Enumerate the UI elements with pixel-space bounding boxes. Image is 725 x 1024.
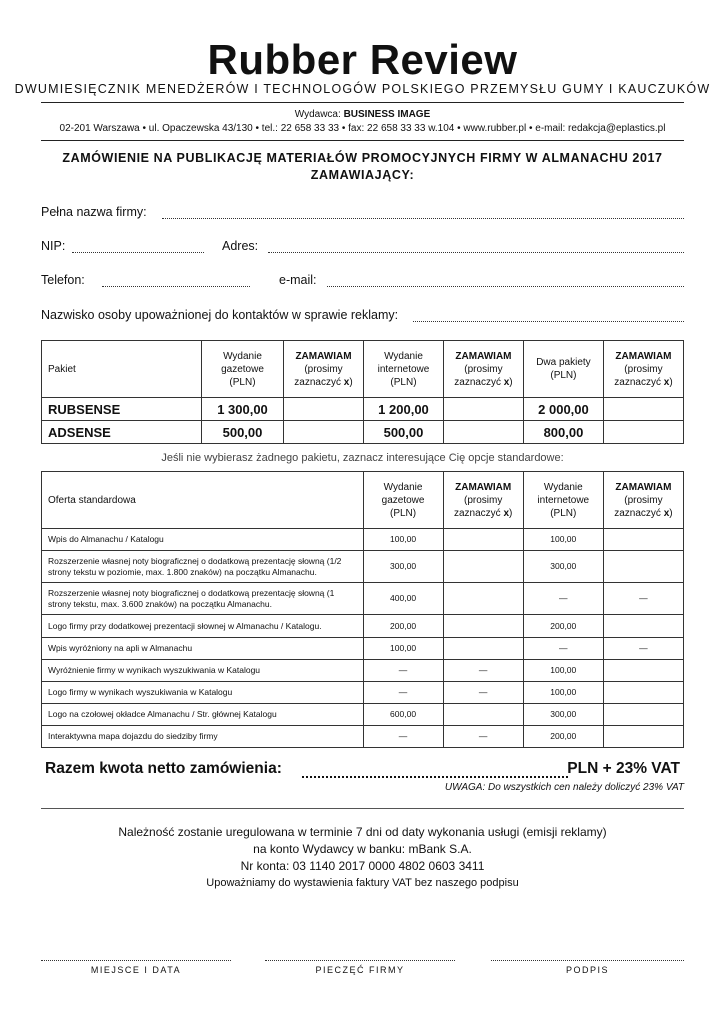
table-row bbox=[42, 398, 684, 421]
order-note: (prosimy zaznaczyć x) bbox=[454, 363, 513, 388]
header-package: Pakiet bbox=[42, 341, 202, 398]
header-order bbox=[603, 472, 683, 529]
offer-print-price: — bbox=[363, 660, 443, 682]
place-date-field[interactable] bbox=[41, 960, 231, 961]
offer-print-price: 200,00 bbox=[363, 615, 443, 638]
order-checkbox[interactable]: — bbox=[443, 682, 523, 704]
payment-line-1: Należność zostanie uregulowana w terminie 7 dni od daty wykonania usługi (emisji reklamy) bbox=[118, 825, 607, 839]
signature-label: PODPIS bbox=[565, 965, 609, 975]
table-row bbox=[42, 704, 684, 726]
offer-online-price: — bbox=[523, 583, 603, 615]
email-field[interactable] bbox=[327, 286, 684, 287]
total-label: Razem kwota netto zamówienia: bbox=[45, 760, 282, 777]
order-checkbox[interactable] bbox=[443, 704, 523, 726]
header-order bbox=[284, 341, 364, 398]
standard-table bbox=[41, 471, 684, 748]
page-subtitle: DWUMIESIĘCZNIK MENEDŻERÓW I TECHNOLOGÓW POLSKIEGO PRZEMYSŁU GUMY I KAUCZUKÓW bbox=[14, 82, 711, 96]
place-date-label: MIEJSCE I DATA bbox=[90, 965, 182, 975]
offer-print-price: — bbox=[363, 726, 443, 748]
packages-table bbox=[41, 340, 684, 444]
total-field[interactable] bbox=[302, 776, 568, 778]
order-checkbox[interactable] bbox=[603, 421, 683, 444]
order-bold: ZAMAWIAM bbox=[455, 481, 512, 493]
table-header bbox=[42, 341, 684, 398]
package-both-price: 2 000,00 bbox=[523, 398, 603, 421]
publisher bbox=[0, 109, 725, 120]
total-suffix: PLN + 23% VAT bbox=[567, 760, 680, 777]
publisher-label: Wydawca: bbox=[294, 109, 341, 120]
table-row bbox=[42, 583, 684, 615]
offer-print-price: 600,00 bbox=[363, 704, 443, 726]
contact-label: Nazwisko osoby upoważnionej do kontaktów w sprawie reklamy: bbox=[41, 308, 399, 322]
package-print-price: 1 300,00 bbox=[201, 398, 283, 421]
order-subtitle: ZAMAWIAJĄCY: bbox=[310, 168, 415, 182]
order-checkbox[interactable] bbox=[443, 583, 523, 615]
table-header bbox=[42, 472, 684, 529]
nip-label: NIP: bbox=[41, 239, 66, 253]
offer-online-price: 300,00 bbox=[523, 551, 603, 583]
address-label: Adres: bbox=[222, 239, 259, 253]
table-row bbox=[42, 421, 684, 444]
table-row bbox=[42, 551, 684, 583]
table-row bbox=[42, 529, 684, 551]
phone-field[interactable] bbox=[102, 286, 250, 287]
offer-online-price: 100,00 bbox=[523, 529, 603, 551]
payment-line-4: Upoważniamy do wystawienia faktury VAT bez naszego podpisu bbox=[206, 877, 519, 889]
header-both: Dwa pakiety (PLN) bbox=[523, 341, 603, 398]
order-note: (prosimy zaznaczyć x) bbox=[294, 363, 353, 388]
order-checkbox[interactable] bbox=[284, 421, 364, 444]
order-checkbox[interactable] bbox=[603, 726, 683, 748]
offer-name: Wpis do Almanachu / Katalogu bbox=[42, 529, 364, 551]
order-title: ZAMÓWIENIE NA PUBLIKACJĘ MATERIAŁÓW PROMOCYJNYCH FIRMY W ALMANACHU 2017 bbox=[62, 151, 663, 165]
order-checkbox[interactable] bbox=[443, 615, 523, 638]
divider bbox=[41, 140, 684, 141]
offer-online-price: 300,00 bbox=[523, 704, 603, 726]
nip-field[interactable] bbox=[72, 252, 204, 253]
package-online-price: 1 200,00 bbox=[363, 398, 443, 421]
page-title: Rubber Review bbox=[207, 36, 518, 83]
offer-print-price: 100,00 bbox=[363, 529, 443, 551]
offer-name: Logo na czołowej okładce Almanachu / Str. głównej Katalogu bbox=[42, 704, 364, 726]
order-note: (prosimy zaznaczyć x) bbox=[614, 363, 673, 388]
order-checkbox[interactable] bbox=[443, 551, 523, 583]
order-checkbox[interactable] bbox=[603, 615, 683, 638]
table-row bbox=[42, 726, 684, 748]
order-note: (prosimy zaznaczyć x) bbox=[614, 494, 673, 519]
address-field[interactable] bbox=[268, 252, 684, 253]
order-checkbox[interactable]: — bbox=[443, 660, 523, 682]
package-name: RUBSENSE bbox=[42, 398, 202, 421]
header-print: Wydanie gazetowe (PLN) bbox=[201, 341, 283, 398]
package-online-price: 500,00 bbox=[363, 421, 443, 444]
company-field[interactable] bbox=[162, 218, 684, 219]
offer-online-price: 200,00 bbox=[523, 615, 603, 638]
email-label: e-mail: bbox=[279, 273, 317, 287]
offer-name: Rozszerzenie własnej noty biograficznej o dodatkową prezentację słowną (1/2 strony tekstu w poziomie, max. 1.800 znaków) na początku Almanachu. bbox=[42, 551, 364, 583]
header-print: Wydanie gazetowe (PLN) bbox=[363, 472, 443, 529]
header-offer: Oferta standardowa bbox=[42, 472, 364, 529]
offer-print-price: 300,00 bbox=[363, 551, 443, 583]
signature-field[interactable] bbox=[491, 960, 684, 961]
order-checkbox[interactable] bbox=[603, 398, 683, 421]
order-note: (prosimy zaznaczyć x) bbox=[453, 494, 513, 519]
offer-print-price: 400,00 bbox=[363, 583, 443, 615]
offer-name: Wpis wyróżniony na apli w Almanachu bbox=[42, 638, 364, 660]
offer-print-price: 100,00 bbox=[363, 638, 443, 660]
payment-line-3: Nr konta: 03 1140 2017 0000 4802 0603 3411 bbox=[240, 859, 485, 873]
divider bbox=[41, 102, 684, 103]
standard-note: Jeśli nie wybierasz żadnego pakietu, zaznacz interesujące Cię opcje standardowe: bbox=[161, 452, 564, 464]
order-checkbox[interactable] bbox=[443, 421, 523, 444]
package-name: ADSENSE bbox=[42, 421, 202, 444]
order-checkbox[interactable] bbox=[443, 638, 523, 660]
package-both-price: 800,00 bbox=[523, 421, 603, 444]
header-order bbox=[443, 341, 523, 398]
order-checkbox[interactable] bbox=[443, 398, 523, 421]
package-print-price: 500,00 bbox=[201, 421, 283, 444]
offer-online-price: 200,00 bbox=[523, 726, 603, 748]
header-online: Wydanie internetowe (PLN) bbox=[523, 472, 603, 529]
order-checkbox[interactable] bbox=[603, 704, 683, 726]
offer-name: Rozszerzenie własnej noty biograficznej o dodatkową prezentację słowną (1 strony tekstu, max. 3.600 znaków) na początku Almanachu. bbox=[42, 583, 364, 615]
stamp-field[interactable] bbox=[265, 960, 455, 961]
order-checkbox[interactable] bbox=[603, 551, 683, 583]
order-bold: ZAMAWIAM bbox=[455, 350, 512, 362]
order-checkbox[interactable] bbox=[443, 529, 523, 551]
contact-field[interactable] bbox=[413, 321, 684, 322]
order-bold: ZAMAWIAM bbox=[295, 350, 352, 362]
order-checkbox[interactable]: — bbox=[603, 638, 683, 660]
offer-print-price: — bbox=[363, 682, 443, 704]
order-bold: ZAMAWIAM bbox=[615, 481, 672, 493]
offer-name: Logo firmy przy dodatkowej prezentacji słownej w Almanachu / Katalogu. bbox=[42, 615, 364, 638]
order-checkbox[interactable] bbox=[284, 398, 364, 421]
header-order bbox=[603, 341, 683, 398]
table-row bbox=[42, 638, 684, 660]
publisher-address: 02-201 Warszawa • ul. Opaczewska 43/130 • tel.: 22 658 33 33 • fax: 22 658 33 33 w.104 • www.rubber.pl • e-mail: redakcja@eplastics.pl bbox=[59, 123, 666, 134]
table-row bbox=[42, 660, 684, 682]
header-online: Wydanie internetowe (PLN) bbox=[363, 341, 443, 398]
company-label: Pełna nazwa firmy: bbox=[41, 205, 147, 219]
offer-online-price: 100,00 bbox=[523, 660, 603, 682]
header-order bbox=[443, 472, 523, 529]
table-row bbox=[42, 615, 684, 638]
payment-line-2: na konto Wydawcy w banku: mBank S.A. bbox=[253, 842, 472, 856]
offer-name: Wyróżnienie firmy w wynikach wyszukiwania w Katalogu bbox=[42, 660, 364, 682]
order-bold: ZAMAWIAM bbox=[615, 350, 672, 362]
order-checkbox[interactable]: — bbox=[443, 726, 523, 748]
offer-name: Logo firmy w wynikach wyszukiwania w Katalogu bbox=[42, 682, 364, 704]
order-checkbox[interactable] bbox=[603, 682, 683, 704]
order-checkbox[interactable] bbox=[603, 529, 683, 551]
offer-name: Interaktywna mapa dojazdu do siedziby firmy bbox=[42, 726, 364, 748]
vat-note: UWAGA: Do wszystkich cen należy doliczyć 23% VAT bbox=[444, 782, 684, 793]
order-checkbox[interactable] bbox=[603, 660, 683, 682]
stamp-label: PIECZĘĆ FIRMY bbox=[315, 965, 405, 975]
offer-online-price: — bbox=[523, 638, 603, 660]
divider bbox=[41, 808, 684, 809]
order-checkbox[interactable]: — bbox=[603, 583, 683, 615]
table-row bbox=[42, 682, 684, 704]
offer-online-price: 100,00 bbox=[523, 682, 603, 704]
publisher-name: BUSINESS IMAGE bbox=[343, 109, 431, 120]
phone-label: Telefon: bbox=[41, 273, 85, 287]
